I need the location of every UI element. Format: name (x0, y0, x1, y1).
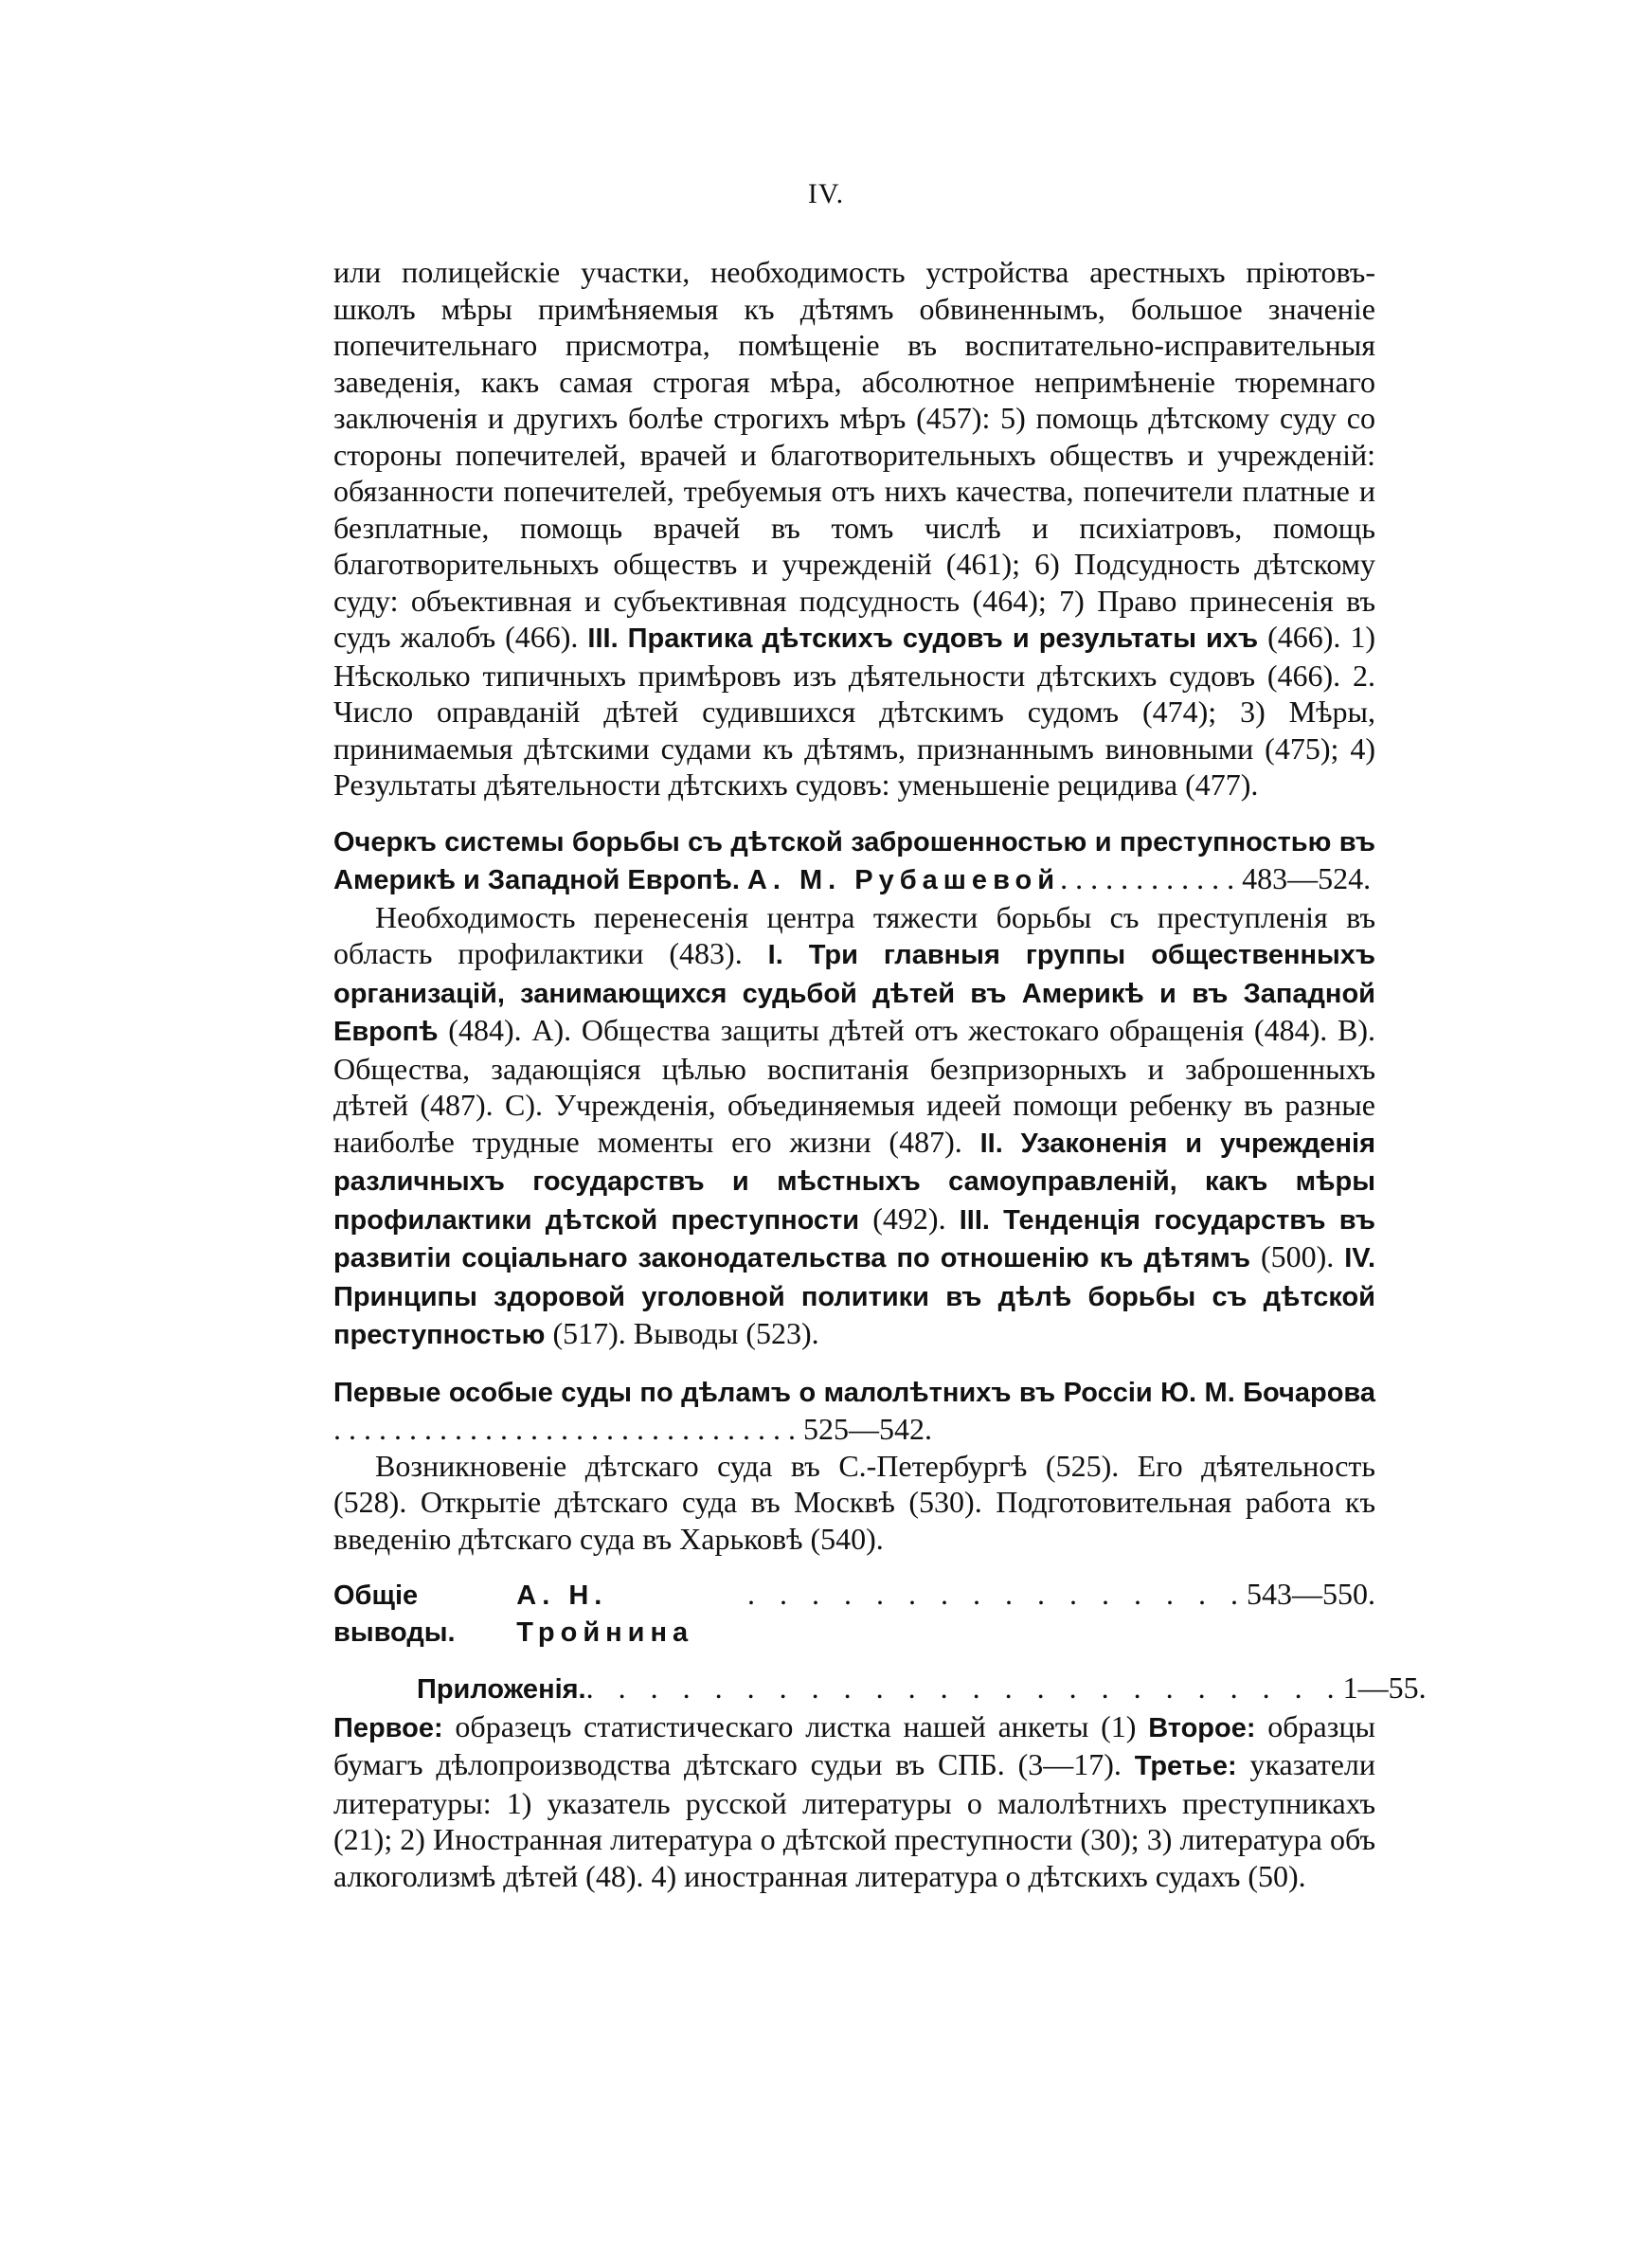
summary-subheading: I. Три главныя группы общественныхъ организацiй, занимающихся судьбой дѣтей въ Америкѣ и въ Западной Европѣ (333, 940, 1376, 1047)
entry-pages: 525—542. (803, 1412, 932, 1446)
entry-title: Первые особые суды по дѣламъ о малолѣтнихъ въ Россiи (333, 1377, 1153, 1408)
page-number: IV. (807, 178, 845, 209)
leader-dots: . . . . . . . . . . . . . . . . . . . . . . . . (585, 1670, 1343, 1705)
summary-text: (500). (1260, 1239, 1335, 1273)
continuation-paragraph (333, 254, 1375, 803)
appendix-label: Первое: (333, 1712, 443, 1743)
toc-entry-rubasheva (333, 822, 1375, 1354)
leader-dots: . . . . . . . . . . . . . . . . (747, 1577, 1247, 1611)
summary-subheading: IV. Принципы здоровой уголовной политики въ дѣлѣ борьбы съ дѣтской преступностью (333, 1243, 1376, 1350)
entry-summary (333, 899, 1375, 1354)
entry-summary: Возникновенiе дѣтскаго суда въ С.-Петербургѣ (525). Его дѣятельность (528). Открытiе дѣтскаго суда въ Москвѣ (530). Подготовительная работа къ введенiю дѣтскаго суда въ Харьковѣ (540). (333, 1448, 1375, 1556)
appendix-label: Второе: (1148, 1712, 1256, 1743)
summary-text: образцы бумагъ дѣлопроизводства дѣтскаго судьи въ СПБ. (3—17). (333, 1708, 1376, 1781)
appendix-label: Третье: (1134, 1751, 1237, 1781)
entry-author: А. М. Рубашевой (746, 865, 1061, 895)
toc-entry-bocharova (333, 1373, 1375, 1558)
summary-text: Необходимость перенесенiя центра тяжести борьбы съ преступленiя въ область профилактики (483). (333, 899, 1375, 970)
entry-author: Ю. М. Бочарова (1160, 1377, 1375, 1408)
summary-text: указатели литературы: 1) указатель русской литературы о малолѣтнихъ преступникахъ (21); 2) Иностранная литература о дѣтской преступности (30); 3) литература объ алкоголизмѣ дѣтей (48). 4) иностранная литература о дѣтскихъ судахъ (50). (333, 1747, 1376, 1893)
summary-text: образецъ статистическаго листка нашей анкеты (1) (455, 1708, 1137, 1743)
section-heading-practice: III. Практика дѣтскихъ судовъ и результаты ихъ (587, 623, 1259, 654)
entry-title-line (333, 1373, 1375, 1448)
summary-subheading: II. Узаконенiя и учрежденiя различныхъ государствъ и мѣстныхъ самоуправленiй, какъ мѣры профилактики дѣтской преступности (333, 1128, 1376, 1236)
entry-pages: 543—550. (1247, 1577, 1375, 1611)
toc-entry-conclusions (333, 1576, 1375, 1651)
continuation-text: (466). 1) Нѣсколько типичныхъ примѣровъ изъ дѣятельности дѣтскихъ судовъ (466). 2. Число оправданiй дѣтей судившихся дѣтскимъ судомъ (474); 3) Мѣры, принимаемыя дѣтскими судами къ дѣтямъ, признаннымъ виновными (475); 4) Результаты дѣятельности дѣтскихъ судовъ: уменьшенiе рецидива (477). (333, 620, 1376, 802)
summary-subheading: III. Тенденцiя государствъ въ развитiи соцiальнаго законодательства по отношенiю къ дѣтямъ (333, 1204, 1376, 1273)
entry-title-line (333, 1576, 1375, 1651)
table-of-contents (333, 254, 1427, 1894)
entry-title-line (333, 1670, 1427, 1708)
toc-entry-appendices (333, 1670, 1427, 1894)
continuation-text: или полицейскiе участки, необходимость устройства арестныхъ прiютовъ-школъ мѣры примѣняемыя къ дѣтямъ обвиненнымъ, большое значенiе попечительнаго присмотра, помѣщенiе въ воспитательно-исправительныя заведенiя, какъ самая строгая мѣра, абсолютное непримѣненiе тюремнаго заключенiя и другихъ болѣе строгихъ мѣръ (457): 5) помощь дѣтскому суду со стороны попечителей, врачей и благотворительныхъ обществъ и учрежденiй: обязанности попечителей, требуемыя отъ нихъ качества, попечители платные и безплатные, помощь врачей въ томъ числѣ и психiатровъ, помощь благотворительныхъ обществъ и учрежденiй (461); 6) Подсудность дѣтскому суду: объективная и субъективная подсудность (464); 7) Право принесенiя въ судъ жалобъ (466). (333, 255, 1375, 654)
summary-text: (517). Выводы (523). (552, 1316, 819, 1350)
leader-dots: . . . . . . . . . . . . (1060, 861, 1235, 895)
summary-text: (492). (872, 1201, 946, 1236)
entry-title: Очеркъ системы борьбы съ дѣтской заброшенностью и преступностью въ Америкѣ и Западной Европѣ. (333, 826, 1375, 895)
entry-title: Общiе выводы. (333, 1580, 456, 1648)
entry-summary (333, 1708, 1375, 1895)
entry-title-line (333, 822, 1375, 899)
entry-author: А. Н. Тройнина (516, 1580, 694, 1648)
summary-text: (484). А). Общества защиты дѣтей отъ жестокаго обращенiя (484). В). Общества, задающiяся цѣлью воспитанiя безпризорныхъ и заброшенныхъ дѣтей (487). С). Учрежденiя, объединяемыя идеей помощи ребенку въ разные наиболѣе трудные моменты его жизни (487). (333, 1013, 1376, 1159)
entry-pages: 1—55. (1342, 1670, 1427, 1705)
entry-title: Приложенiя. (417, 1674, 586, 1705)
entry-pages: 483—524. (1242, 861, 1372, 895)
leader-dots: . . . . . . . . . . . . . . . . . . . . . . . . . . . . . . . (333, 1412, 796, 1446)
